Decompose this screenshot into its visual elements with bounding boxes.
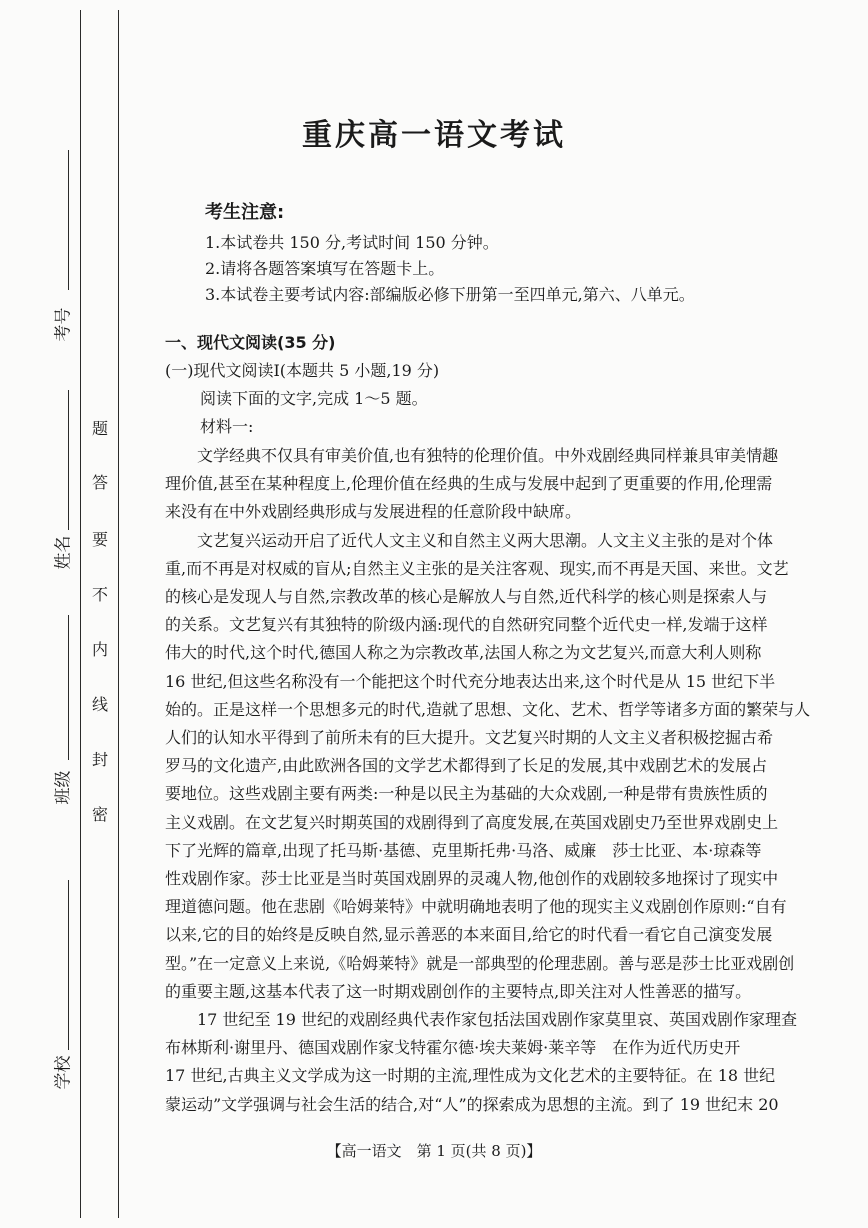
notice-item: 1.本试卷共 150 分,考试时间 150 分钟。 [205,233,499,252]
passage-line: 的核心是发现人与自然,宗教改革的核心是解放人与自然,近代科学的核心则是探索人与 [165,587,768,606]
seal-char: 不 [91,585,108,604]
passage-line: 16 世纪,但这些名称没有一个能把这个时代充分地表达出来,这个时代是从 15 世纪下半 [165,671,776,691]
passage-line: 下了光辉的篇章,出现了托马斯·基德、克里斯托弗·马洛、威廉 莎士比亚、本·琼森等 [165,840,762,860]
seal-char: 内 [91,640,108,659]
exam-no-label: 考号 [53,307,74,342]
school-label: 学校 [53,1055,74,1090]
page-footer: 【高一语文 第 1 页(共 8 页)】 [326,1142,542,1160]
passage-line: 理价值,甚至在某种程度上,伦理价值在经典的生成与发展中起到了更重要的作用,伦理需 [165,474,773,494]
seal-char: 题 [91,419,108,438]
passage-line: 要地位。这些戏剧主要有两类:一种是以民主为基础的大众戏剧,一种是带有贵族性质的 [165,784,768,804]
notice-item: 3.本试卷主要考试内容:部编版必修下册第一至四单元,第六、八单元。 [205,285,695,304]
passage-line: 伟大的时代,这个时代,德国人称之为宗教改革,法国人称之为文艺复兴,而意大利人则称 [165,643,762,663]
passage-line: 理道德问题。他在悲剧《哈姆莱特》中就明确地表明了他的现实主义戏剧创作原则:“自有 [165,897,787,917]
notice-heading: 考生注意: [205,202,285,223]
page-title: 重庆高一语文考试 [302,118,566,153]
subsection-heading: (一)现代文阅读Ⅰ(本题共 5 小题,19 分) [165,361,440,380]
passage-line: 型。”在一定意义上来说,《哈姆莱特》就是一部典型的伦理悲剧。善与恶是莎士比亚戏剧创 [165,953,795,973]
school-underline [68,880,69,1050]
class-underline [68,615,69,760]
passage-line: 的关系。文艺复兴有其独特的阶级内涵:现代的自然研究同整个近代史一样,发端于这样 [165,615,768,635]
passage-line: 17 世纪至 19 世纪的戏剧经典代表作家包括法国戏剧作家莫里哀、英国戏剧作家理查 [165,1010,797,1029]
name-underline [68,390,69,530]
seal-char: 要 [91,530,108,549]
passage-line: 来没有在中外戏剧经典形成与发展进程的任意阶段中缺席。 [165,502,582,522]
passage-line: 文学经典不仅具有审美价值,也有独特的伦理价值。中外戏剧经典同样兼具审美情趣 [165,446,779,465]
passage-line: 主义戏剧。在文艺复兴时期英国的戏剧得到了高度发展,在英国戏剧史乃至世界戏剧史上 [165,812,779,832]
seal-char: 封 [91,750,108,769]
notice-item: 2.请将各题答案填写在答题卡上。 [205,259,445,278]
passage-line: 始的。正是这样一个思想多元的时代,造就了思想、文化、艺术、哲学等诸多方面的繁荣与人 [165,699,811,719]
name-label: 姓名 [53,535,74,570]
passage-line: 布林斯利·谢里丹、德国戏剧作家戈特霍尔德·埃夫莱姆·莱辛等 在作为近代历史开 [165,1038,741,1058]
seal-char: 答 [91,473,108,492]
reading-instruction: 阅读下面的文字,完成 1～5 题。 [200,389,428,408]
passage-line: 蒙运动”文学强调与社会生活的结合,对“人”的探索成为思想的主流。到了 19 世纪末 20 [165,1094,779,1114]
passage-line: 的重要主题,这基本代表了这一时期戏剧创作的主要特点,即关注对人性善恶的描写。 [165,981,752,1001]
binding-line-outer [80,10,81,1218]
passage-line: 罗马的文化遗产,由此欧洲各国的文学艺术都得到了长足的发展,其中戏剧艺术的发展占 [165,756,768,776]
passage-line: 以来,它的目的始终是反映自然,显示善恶的本来面目,给它的时代看一看它自己演变发展 [165,925,773,945]
exam-no-underline [68,150,69,290]
binding-line-inner [118,10,119,1218]
passage-line: 人们的认知水平得到了前所未有的巨大提升。文艺复兴时期的人文主义者积极挖掘古希 [165,728,774,747]
passage-line: 17 世纪,古典主义文学成为这一时期的主流,理性成为文化艺术的主要特征。在 18 世纪 [165,1066,776,1086]
seal-char: 密 [91,805,108,824]
class-label: 班级 [53,770,74,805]
seal-char: 线 [91,695,108,714]
passage-line: 重,而不再是对权威的盲从;自然主义主张的是关注客观、现实,而不再是天国、来世。文艺 [165,558,789,578]
section-heading: 一、现代文阅读(35 分) [165,333,336,352]
passage-line: 文艺复兴运动开启了近代人文主义和自然主义两大思潮。人文主义主张的是对个体 [165,530,774,550]
passage-line: 性戏剧作家。莎士比亚是当时英国戏剧界的灵魂人物,他创作的戏剧较多地探讨了现实中 [165,869,779,888]
material-label: 材料一: [200,417,254,436]
